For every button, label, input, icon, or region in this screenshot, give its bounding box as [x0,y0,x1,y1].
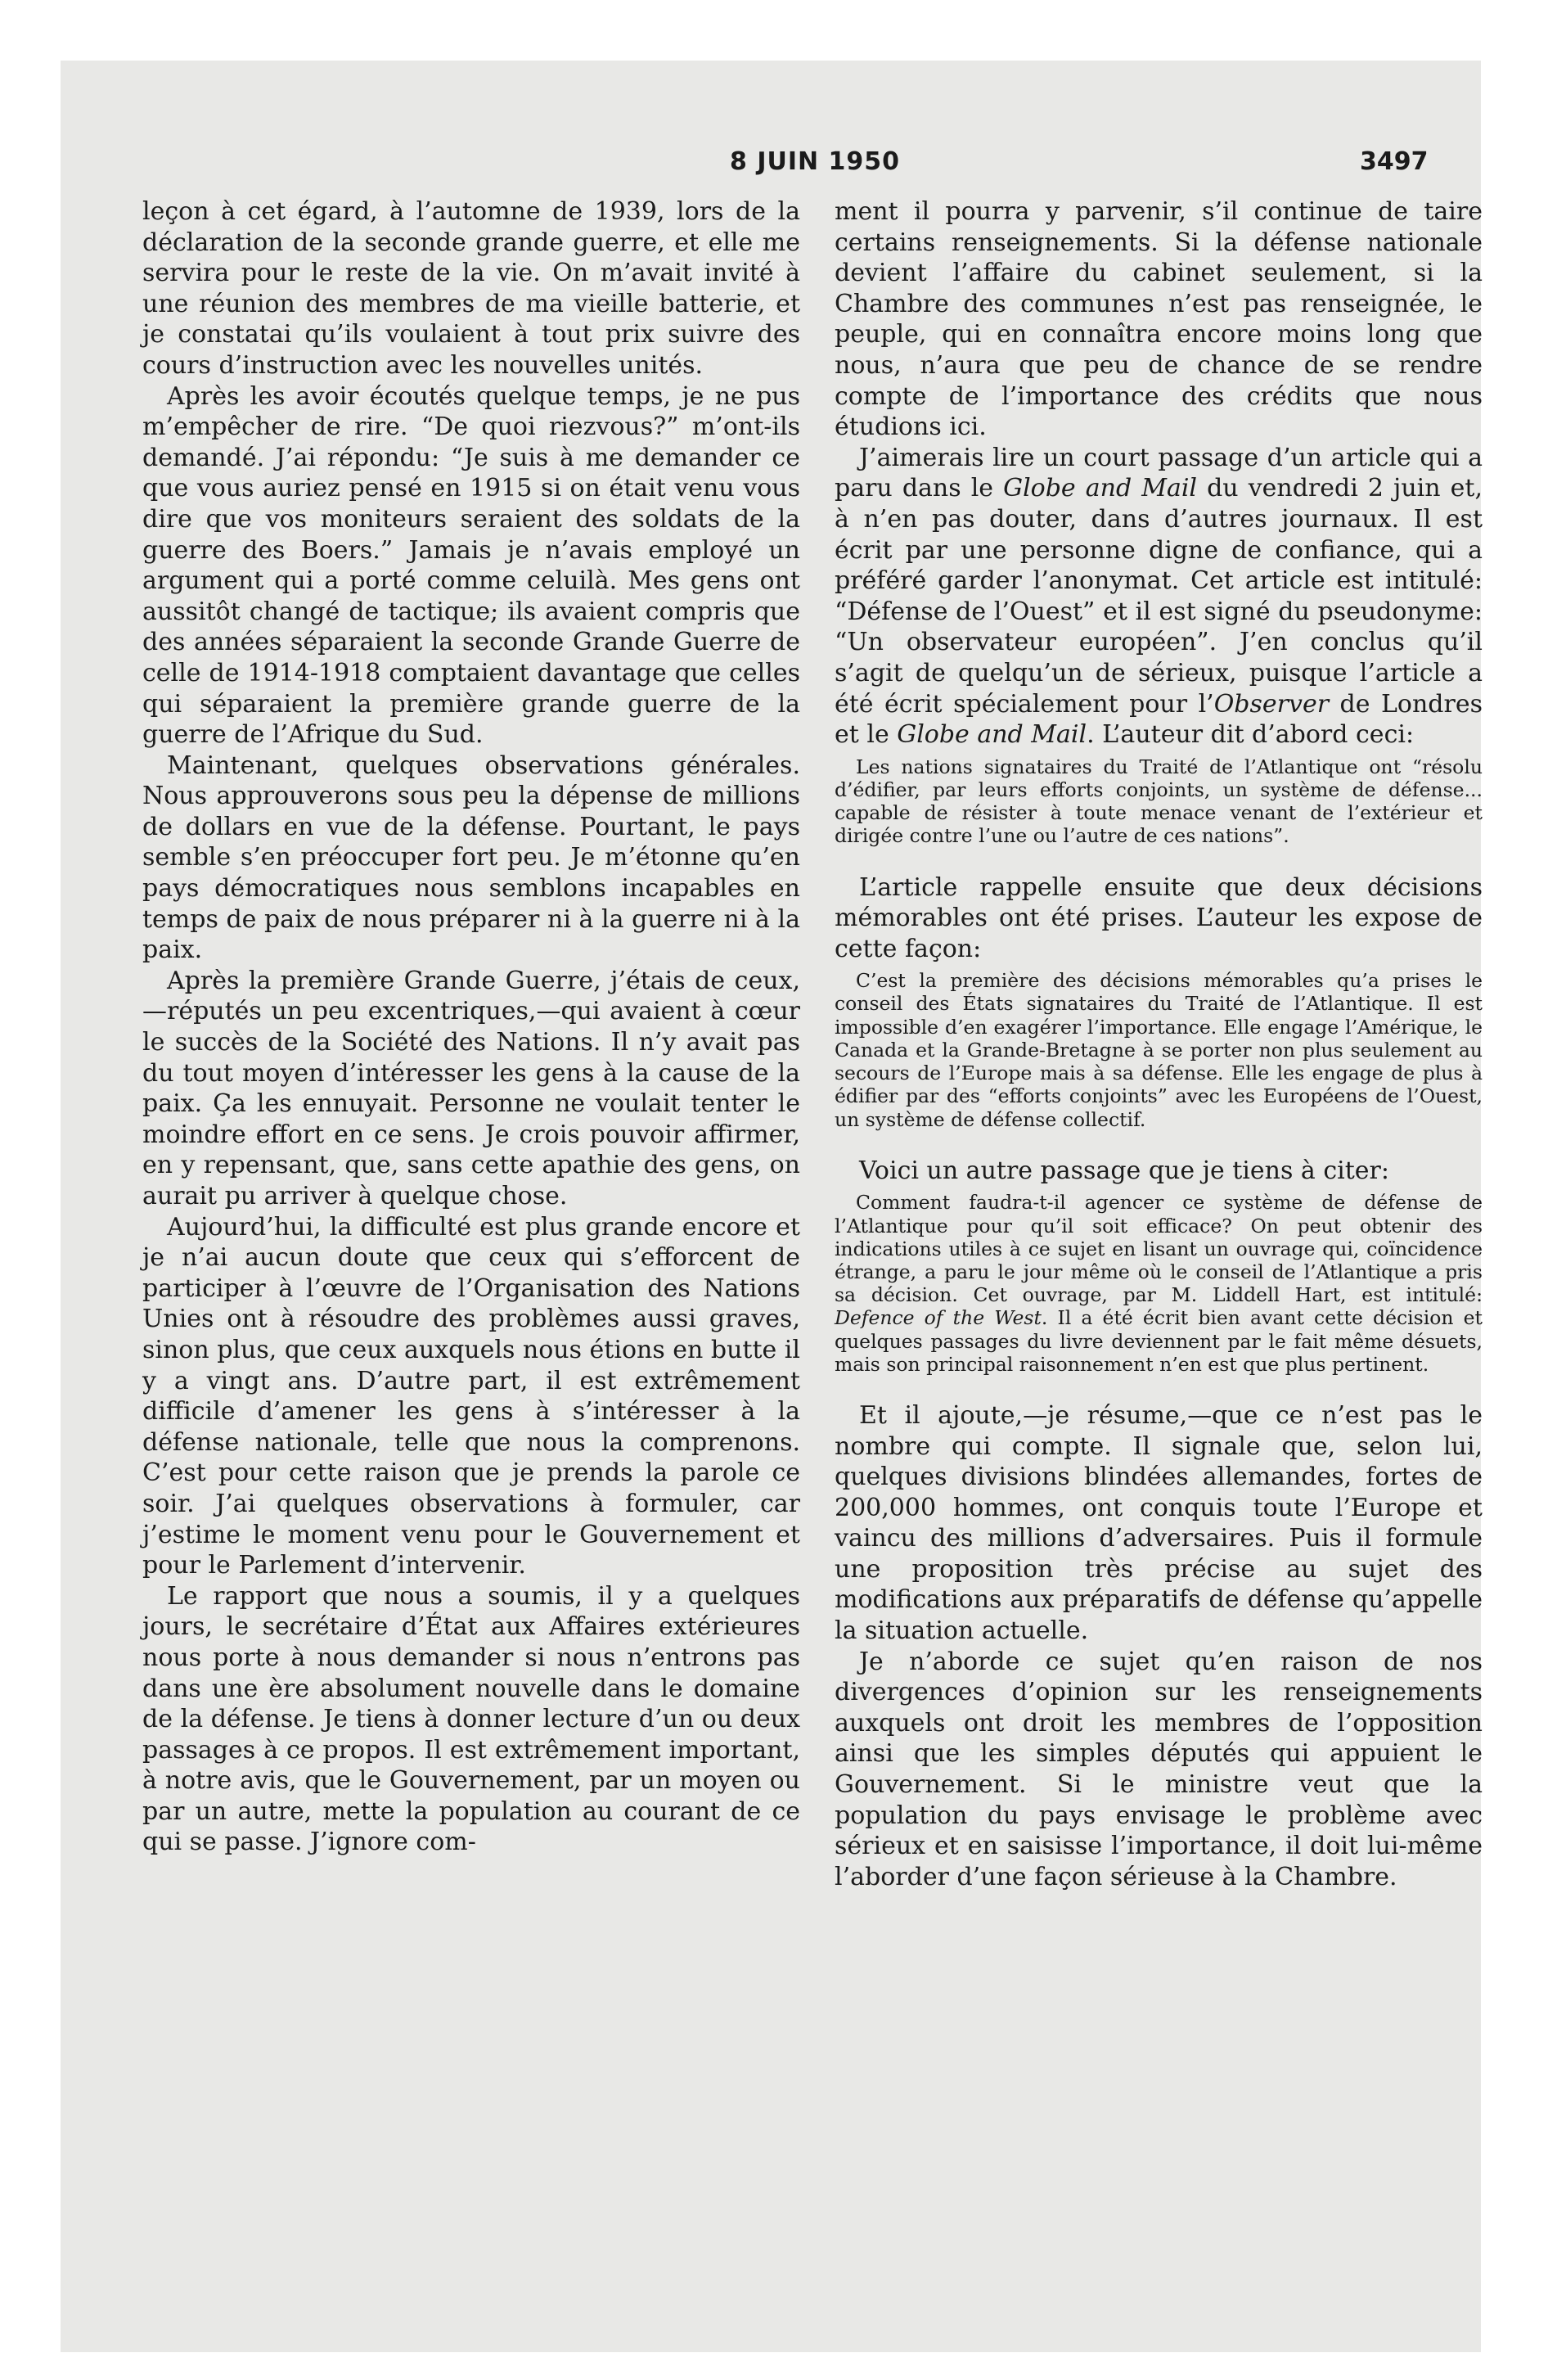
text-run: . L’auteur dit d’abord ceci: [1087,720,1415,750]
page-number: 3497 [1360,147,1429,176]
newspaper-title: Globe and Mail [1003,474,1198,503]
block-quote [835,1191,1483,1376]
newspaper-title: Globe and Mail [897,720,1087,750]
quote-text: Les nations signataires du Traité de l’Atlantique ont “résolu d’édifier, par leurs efforts conjoints, un système de défense... capable de résister à toute menace venant de l’extérieur et dirigée contre l’une ou l’autre de ces nations”. [835,755,1483,848]
paragraph: Maintenant, quelques observations générales. Nous approuverons sous peu la dépense de millions de dollars en vue de la défense. Pourtant, le pays semble s’en préoccuper fort peu. Je m’étonne qu’en pays démocratiques nous semblons incapables en temps de paix de nous préparer ni à la guerre ni à la paix. [142,751,800,965]
paragraph: leçon à cet égard, à l’automne de 1939, lors de la déclaration de la seconde grande guerre, et elle me servira pour le reste de la vie. On m’avait invité à une réunion des membres de ma vieille batterie, et je constatai qu’ils voulaient à tout prix suivre des cours d’instruction avec les nouvelles unités. [142,197,800,380]
block-quote [835,755,1483,848]
paragraph: Je n’aborde ce sujet qu’en raison de nos divergences d’opinion sur les renseignements auxquels ont droit les membres de l’opposition ainsi que les simples députés qui appuient le Gouvernement. Si le ministre veut que la population du pays envisage le problème avec sérieux et en saisisse l’importance, il doit lui-même l’aborder d’une façon sérieuse à la Chambre. [835,1647,1483,1891]
text-run: J’aimerais lire un court passage d’un article qui a paru dans le [835,443,1483,503]
paragraph: Voici un autre passage que je tiens à citer: [859,1156,1389,1185]
left-column [142,196,800,1858]
paragraph: Et il ajoute,—je résume,—que ce n’est pas le nombre qui compte. Il signale que, selon lui, quelques divisions blindées allemandes, fortes de 200,000 hommes, ont conquis toute l’Europe et vaincu des millions d’adversaires. Puis il formule une proposition très précise au sujet des modifications aux préparatifs de défense qu’appelle la situation actuelle. [835,1400,1483,1646]
page-sheet [61,61,1481,2352]
quote-text [835,1191,1483,1376]
text-run: de Londres et le [835,689,1483,750]
text-run: Comment faudra-t-il agencer ce système de défense de l’Atlantique pour qu’il soit efficace? On peut obtenir des indications utiles à ce sujet en lisant un ouvrage qui, coïncidence étrange, a paru le jour même où le conseil de l’Atlantique a pris sa décision. Cet ouvrage, par M. Liddell Hart, est intitulé: [835,1191,1483,1307]
paragraph: ment il pourra y parvenir, s’il continue de taire certains renseignements. Si la défense nationale devient l’affaire du cabinet seulement, si la Chambre des communes n’est pas renseignée, le peuple, qui en connaîtra encore moins long que nous, n’aura que peu de chance de se rendre compte de l’importance des crédits que nous étudions ici. [835,197,1483,442]
right-column [835,196,1483,1892]
paragraph [835,443,1483,751]
newspaper-title: Observer [1213,689,1330,719]
paragraph: Après la première Grande Guerre, j’étais de ceux,—réputés un peu excentriques,—qui avaient à cœur le succès de la Société des Nations. Il n’y avait pas du tout moyen d’intéresser les gens à la cause de la paix. Ça les ennuyait. Personne ne voulait tenter le moindre effort en ce sens. Je crois pouvoir affirmer, en y repensant, que, sans cette apathie des gens, on aurait pu arriver à quelque chose. [142,966,800,1210]
block-quote [835,969,1483,1130]
text-run: . Il a été écrit bien avant cette décision et quelques passages du livre deviennent par le fait même désuets, mais son principal raisonnement n’en est que plus pertinent. [835,1306,1483,1376]
paragraph: Après les avoir écoutés quelque temps, je ne pus m’empêcher de rire. “De quoi riezvous?” m’ont-ils demandé. J’ai répondu: “Je suis à me demander ce que vous auriez pensé en 1915 si on était venu vous dire que vos moniteurs seraient des soldats de la guerre des Boers.” Jamais je n’avais employé un argument qui a porté comme celuilà. Mes gens ont aussitôt changé de tactique; ils avaient compris que des années séparaient la seconde Grande Guerre de celle de 1914-1918 comptaient davantage que celles qui séparaient la première grande guerre de la guerre de l’Afrique du Sud. [142,381,800,750]
text-run: du vendredi 2 juin et, à n’en pas douter, dans d’autres journaux. Il est écrit par une personne digne de confiance, qui a préféré garder l’anonymat. Cet article est intitulé: “Défense de l’Ouest” et il est signé du pseudonyme: “Un observateur européen”. J’en conclus qu’il s’agit de quelqu’un de sérieux, puisque l’article a été écrit spécialement pour l’ [835,474,1483,719]
page-header [61,147,1481,180]
paragraph: Aujourd’hui, la difficulté est plus grande encore et je n’ai aucun doute que ceux qui s’efforcent de participer à l’œuvre de l’Organisation des Nations Unies ont à résoudre des problèmes aussi graves, sinon plus, que ceux auxquels nous étions en butte il y a vingt ans. D’autre part, il est extrêmement difficile d’amener les gens à s’intéresser à la défense nationale, telle que nous la comprenons. C’est pour cette raison que je prends la parole ce soir. J’ai quelques observations à formuler, car j’estime le moment venu pour le Gouvernement et pour le Parlement d’intervenir. [142,1212,800,1580]
page-date: 8 JUIN 1950 [730,147,901,176]
quote-text: C’est la première des décisions mémorables qu’a prises le conseil des États signataires du Traité de l’Atlantique. Il est impossible d’en exagérer l’importance. Elle engage l’Amérique, le Canada et la Grande-Bretagne à se porter non plus seulement au secours de l’Europe mais à sa défense. Elle les engage de plus à édifier par des “efforts conjoints” avec les Européens de l’Ouest, un système de défense collectif. [835,969,1483,1131]
paragraph: L’article rappelle ensuite que deux décisions mémorables ont été prises. L’auteur les expose de cette façon: [835,872,1483,963]
book-title: Defence of the West [835,1306,1042,1330]
paragraph: Le rapport que nous a soumis, il y a quelques jours, le secrétaire d’État aux Affaires extérieures nous porte à nous demander si nous n’entrons pas dans une ère absolument nouvelle dans le domaine de la défense. Je tiens à donner lecture d’un ou deux passages à ce propos. Il est extrêmement important, à notre avis, que le Gouvernement, par un moyen ou par un autre, mette la population au courant de ce qui se passe. J’ignore com- [142,1581,800,1857]
